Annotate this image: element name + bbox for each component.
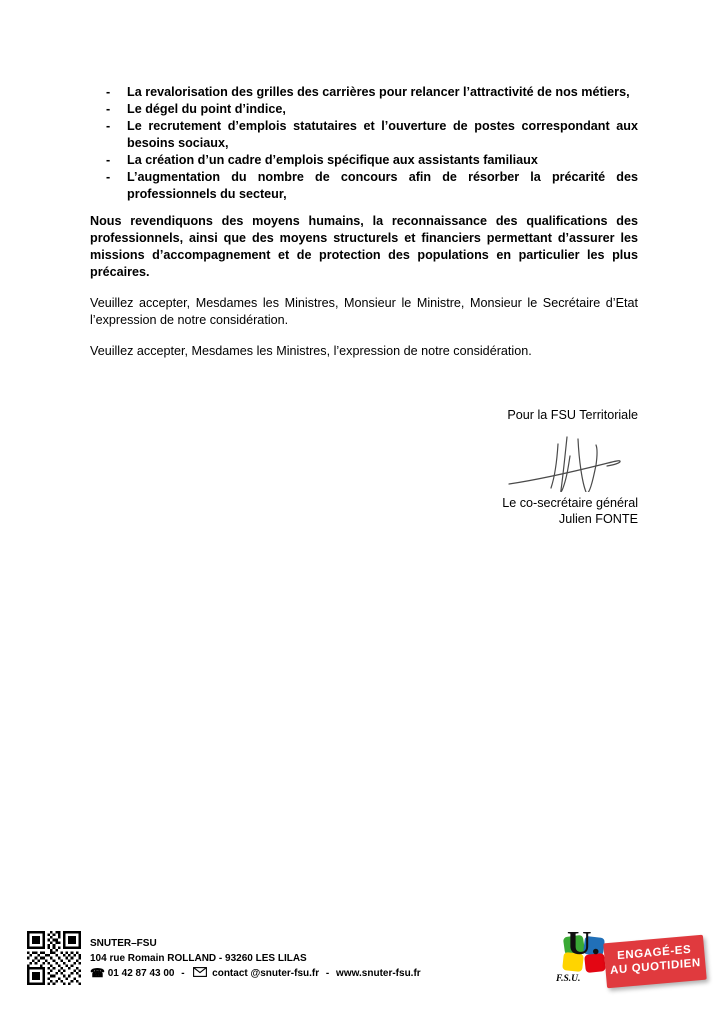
footer-org-name: SNUTER–FSU [90, 938, 157, 949]
list-item [90, 118, 638, 152]
footer-org-block [90, 937, 421, 982]
list-item-text: L’augmentation du nombre de concours afin de résorber la précarité des professionnels du secteur, [127, 170, 638, 201]
footer-address: 104 rue Romain ROLLAND - 93260 LES LILAS [90, 952, 307, 964]
footer-contact-line [90, 966, 421, 982]
list-item [90, 84, 638, 101]
signature-scribble [506, 432, 624, 492]
fsu-u-letter: U. [567, 925, 601, 962]
list-item-text: La création d’un cadre d’emplois spécifique aux assistants familiaux [127, 153, 538, 167]
demands-bullet-list [90, 84, 638, 203]
engagement-badge [603, 935, 707, 989]
list-item-dash: - [106, 85, 111, 99]
list-item-text: Le dégel du point d’indice, [127, 102, 286, 116]
email-text: contact @snuter-fsu.fr [212, 968, 320, 980]
envelope-icon [193, 967, 207, 977]
list-item-dash: - [106, 119, 111, 133]
fsu-label: F.S.U. [556, 974, 581, 984]
list-item-text: Le recrutement d’emplois statutaires et l’ouverture de postes correspondant aux besoins sociaux, [127, 119, 638, 150]
signature-org-line: Pour la FSU Territoriale [507, 408, 638, 422]
valediction-paragraph-short: Veuillez accepter, Mesdames les Ministres, l’expression de notre considération. [90, 344, 532, 358]
badge-line2: AU QUOTIDIEN [609, 957, 701, 977]
signature-block [502, 407, 638, 527]
phone-number: 01 42 87 43 00 [107, 968, 175, 980]
list-item [90, 152, 638, 169]
separator-dash: - [325, 968, 330, 980]
demands-paragraph: Nous revendiquons des moyens humains, la reconnaissance des qualifications des professionnels, ainsi que des moyens structurels et financiers permettant d’assurer les missions d’accompagnement et de protection des populations en particulier les plus précaires. [90, 214, 638, 279]
list-item-dash: - [106, 170, 111, 184]
list-item-dash: - [106, 102, 111, 116]
phone-icon: ☎ [90, 966, 105, 981]
valediction-paragraph-full: Veuillez accepter, Mesdames les Ministres, Monsieur le Ministre, Monsieur le Secrétaire d’Etat l’expression de notre considération. [90, 296, 638, 327]
qr-code [27, 931, 81, 985]
list-item-dash: - [106, 153, 111, 167]
list-item [90, 101, 638, 118]
website-text: www.snuter-fsu.fr [336, 968, 421, 980]
signature-name: Julien FONTE [558, 512, 638, 526]
separator-dash: - [181, 968, 185, 980]
list-item-text: La revalorisation des grilles des carrières pour relancer l’attractivité de nos métiers, [127, 85, 630, 99]
badge-line1: ENGAGÉ-ES [616, 943, 692, 963]
signature-role: Le co-secrétaire général [502, 496, 638, 510]
letter-body [90, 84, 638, 360]
list-item [90, 169, 638, 203]
